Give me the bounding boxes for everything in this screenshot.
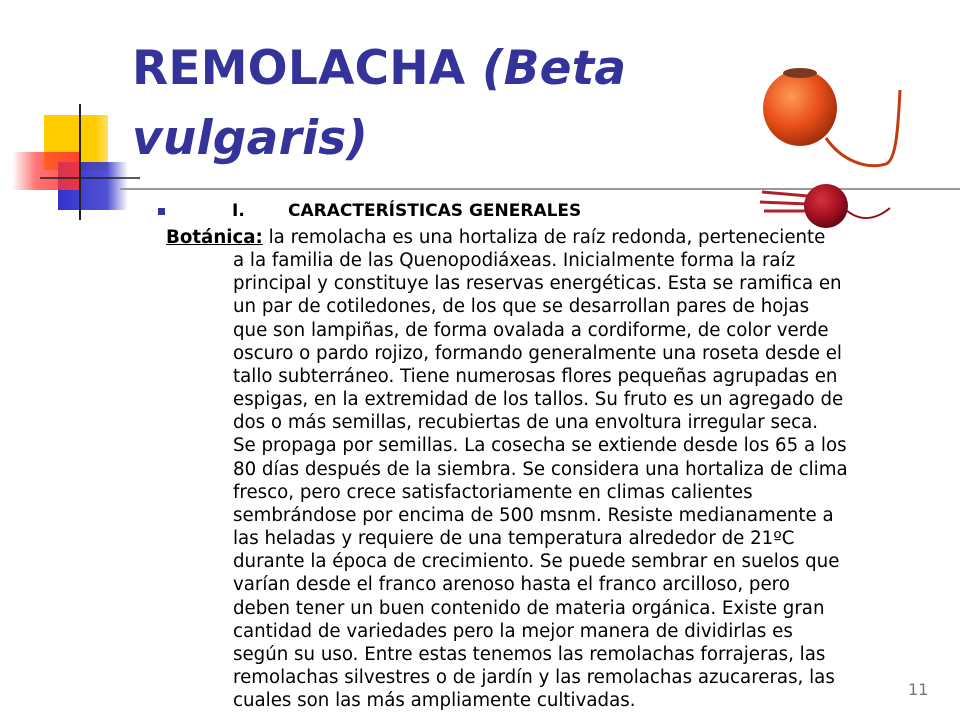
body-line bbox=[160, 481, 952, 504]
red-beet-stem-1 bbox=[762, 192, 808, 196]
body-line-text: durante la época de crecimiento. Se puede sembrar en suelos que bbox=[233, 551, 840, 573]
body-line bbox=[160, 643, 952, 666]
body-line-text: dos o más semillas, recubiertas de una envoltura irregular seca. bbox=[233, 412, 819, 434]
red-beet-body bbox=[804, 184, 848, 228]
body-line bbox=[160, 411, 952, 434]
orange-beet-crown bbox=[783, 68, 817, 78]
body-line bbox=[160, 620, 952, 643]
body-line bbox=[160, 226, 952, 249]
body-line-text: Se propaga por semillas. La cosecha se extiende desde los 65 a los bbox=[233, 435, 847, 457]
color-block-decoration bbox=[0, 0, 140, 220]
square-bullet bbox=[158, 208, 165, 215]
title-latin-line2: vulgaris) bbox=[132, 111, 369, 166]
body-line bbox=[160, 342, 952, 365]
orange-beet-body bbox=[763, 70, 837, 146]
body-line-text: remolachas silvestres o de jardín y las remolachas azucareras, las bbox=[233, 666, 835, 688]
body-line-text: a la familia de las Quenopodiáxeas. Inicialmente forma la raíz bbox=[233, 250, 796, 272]
body-line-text: las heladas y requiere de una temperatura alrededor de 21ºC bbox=[233, 528, 795, 550]
body-label: Botánica: bbox=[166, 227, 263, 248]
body-line bbox=[160, 295, 952, 318]
body-line-text: varían desde el franco arenoso hasta el franco arcilloso, pero bbox=[233, 574, 790, 596]
body-line bbox=[160, 458, 952, 481]
body-line-text: cantidad de variedades pero la mejor manera de dividirlas es bbox=[233, 620, 793, 642]
body-paragraph bbox=[160, 226, 952, 712]
slide-title bbox=[132, 34, 732, 174]
body-line bbox=[160, 388, 952, 411]
body-line-text: oscuro o pardo rojizo, formando generalmente una roseta desde el bbox=[233, 342, 842, 364]
title-main: REMOLACHA bbox=[132, 41, 466, 96]
body-line bbox=[160, 527, 952, 550]
body-line bbox=[160, 365, 952, 388]
orange-beet-tail bbox=[826, 90, 900, 166]
red-beet-tail bbox=[846, 208, 890, 218]
body-line bbox=[160, 249, 952, 272]
body-line bbox=[160, 319, 952, 342]
body-line-text: tallo subterráneo. Tiene numerosas flores pequeñas agrupadas en bbox=[233, 365, 838, 387]
body-line bbox=[160, 573, 952, 596]
body-line bbox=[160, 666, 952, 689]
body-line-text: sembrándose por encima de 500 msnm. Resiste medianamente a bbox=[233, 504, 834, 526]
body-line-text: la remolacha es una hortaliza de raíz redonda, perteneciente bbox=[262, 227, 826, 248]
body-line bbox=[160, 504, 952, 527]
body-line bbox=[160, 272, 952, 295]
red-block bbox=[12, 152, 80, 190]
body-line-text: principal y constituye las reservas energéticas. Esta se ramifica en bbox=[233, 273, 842, 295]
body-line bbox=[160, 597, 952, 620]
body-line-text: que son lampiñas, de forma ovalada a cordiforme, de color verde bbox=[233, 319, 829, 341]
body-line-text: deben tener un buen contenido de materia orgánica. Existe gran bbox=[233, 597, 825, 619]
page-number: 11 bbox=[908, 680, 929, 699]
section-heading-text: CARACTERÍSTICAS GENERALES bbox=[288, 201, 582, 221]
body-line-text: fresco, pero crece satisfactoriamente en climas calientes bbox=[233, 481, 753, 503]
body-line-text: cuales son las más ampliamente cultivadas. bbox=[233, 690, 636, 712]
body-line-text: según su uso. Entre estas tenemos las remolachas forrajeras, las bbox=[233, 643, 826, 665]
title-latin-line1: (Beta bbox=[481, 41, 627, 96]
body-line-text: 80 días después de la siembra. Se considera una hortaliza de clima bbox=[233, 458, 848, 480]
body-line bbox=[160, 434, 952, 457]
section-number: I. bbox=[232, 201, 245, 221]
body-line-text: espigas, en la extremidad de los tallos. Su fruto es un agregado de bbox=[233, 389, 844, 411]
orange-beet-illustration bbox=[756, 60, 916, 180]
section-heading bbox=[232, 199, 581, 223]
body-line bbox=[160, 550, 952, 573]
body-line-text: un par de cotiledones, de los que se desarrollan pares de hojas bbox=[233, 296, 810, 318]
body-line bbox=[160, 689, 952, 712]
red-beet-stem-2 bbox=[760, 202, 808, 204]
